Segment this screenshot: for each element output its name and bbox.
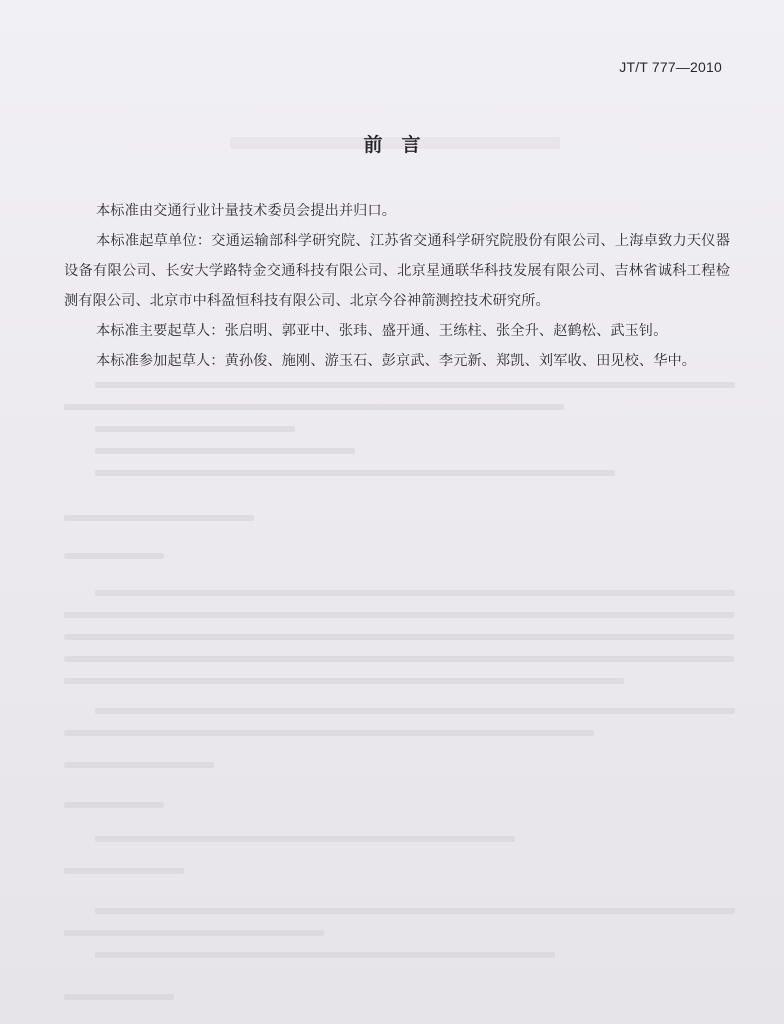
page-title: 前 言 xyxy=(363,134,421,156)
document-body xyxy=(64,196,730,376)
bleed-through-line xyxy=(95,952,555,958)
bleed-through-line xyxy=(64,678,624,684)
bleed-through-line xyxy=(64,404,564,410)
bleed-through-line xyxy=(95,382,735,388)
bleed-through-line xyxy=(95,908,735,914)
paragraph-proposer: 本标准由交通行业计量技术委员会提出并归口。 xyxy=(96,203,397,219)
bleed-through-line xyxy=(64,656,734,662)
paragraph-participating-drafters: 本标准参加起草人：黄孙俊、施刚、游玉石、彭京武、李元新、郑凯、刘军收、田见校、华中。 xyxy=(96,353,697,369)
paragraph-main-drafters: 本标准主要起草人：张启明、郭亚中、张玮、盛开通、王练柱、张全升、赵鹤松、武玉钊。 xyxy=(96,323,668,339)
bleed-through-line xyxy=(64,994,174,1000)
bleed-through-line xyxy=(64,515,254,521)
paragraph-drafting-units: 本标准起草单位：交通运输部科学研究院、江苏省交通科学研究院股份有限公司、上海卓致力天仪器设备有限公司、长安大学路特金交通科技有限公司、北京星通联华科技发展有限公司、吉林省诚科工程检测有限公司、北京市中科盈恒科技有限公司、北京今谷神箭测控技术研究所。 xyxy=(64,233,730,309)
bleed-through-line xyxy=(95,448,355,454)
bleed-through-line xyxy=(64,868,184,874)
bleed-through-line xyxy=(95,426,295,432)
bleed-through-line xyxy=(64,634,734,640)
bleed-through-line xyxy=(95,836,515,842)
bleed-through-line xyxy=(64,930,324,936)
bleed-through-line xyxy=(64,802,164,808)
bleed-through-line xyxy=(95,590,735,596)
bleed-through-line xyxy=(64,612,734,618)
bleed-through-line xyxy=(64,730,594,736)
bleed-through-line xyxy=(95,470,615,476)
bleed-through-line xyxy=(64,553,164,559)
standard-code: JT/T 777—2010 xyxy=(619,59,722,75)
bleed-through-line xyxy=(95,708,735,714)
bleed-through-line xyxy=(64,762,214,768)
